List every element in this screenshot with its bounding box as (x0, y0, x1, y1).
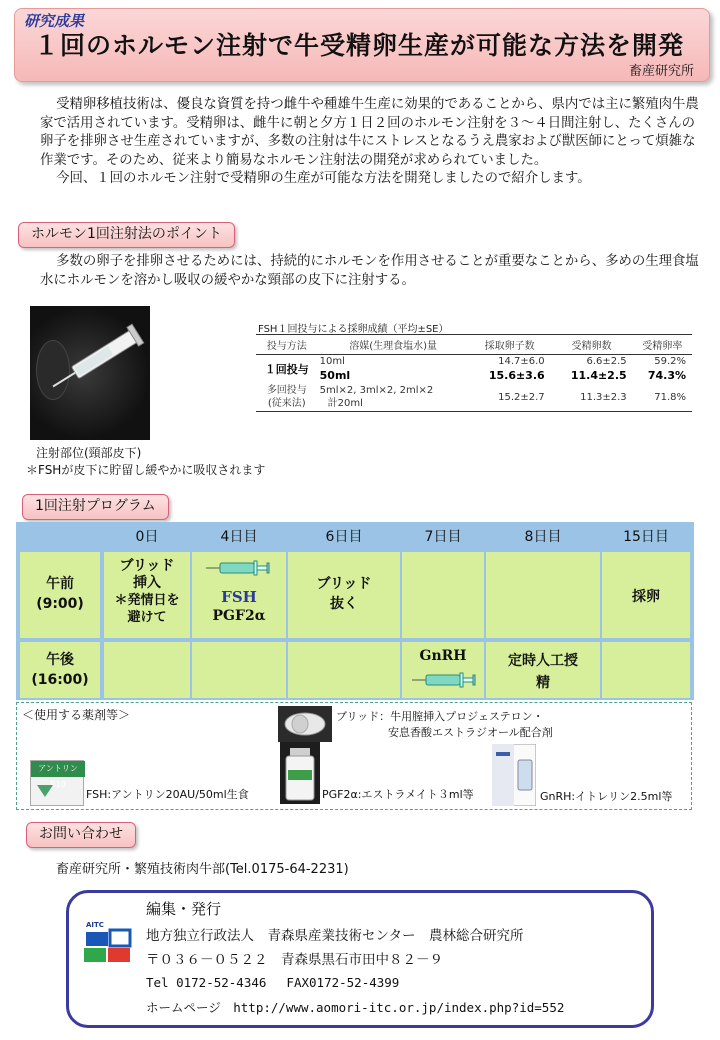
injection-photo (30, 306, 150, 440)
category-label: 研究成果 (24, 12, 85, 30)
drugs-header: ＜使用する薬剤等＞ (22, 708, 131, 722)
am-day4-cell (192, 552, 286, 638)
column-header: 採取卵子数 (469, 335, 551, 355)
group-label-multi (256, 383, 318, 412)
table-cell: 10ml (319, 356, 345, 367)
am-day6-line: ブリッド (316, 576, 372, 592)
syringe-icon (412, 672, 476, 688)
column-header: 投与方法 (256, 335, 318, 355)
day-header: 0日 (135, 529, 159, 545)
gnrh-description: GnRH:イトレリン2.5ml等 (540, 790, 673, 803)
table-cell: 15.2±2.7 (469, 383, 551, 412)
day-header: 4日目 (220, 529, 258, 545)
am-label-cell (20, 552, 100, 638)
am-day0-line: ブリッド (119, 558, 175, 574)
am-day6-cell (288, 552, 400, 638)
group-label-single: １回投与 (264, 363, 309, 376)
table-row (256, 383, 692, 412)
am-day7-cell (402, 552, 484, 638)
fsh-package-mark (37, 785, 53, 799)
page-title: １回のホルモン注射で牛受精卵生産が可能な方法を開発 (34, 31, 685, 60)
am-day6-line: 抜く (330, 596, 358, 612)
day-header: 8日目 (524, 529, 562, 545)
table-cell: 74.3% (647, 369, 686, 382)
am-time: (9:00) (36, 596, 84, 612)
fsh-label: FSH (221, 588, 257, 606)
syringe-icon (206, 560, 270, 576)
day-header: 15日目 (623, 529, 669, 545)
table-header-row (256, 335, 692, 355)
ai-label: 定時人工授 (508, 653, 578, 669)
day-header: 7日目 (424, 529, 462, 545)
table-cell: 59.2% (654, 356, 686, 367)
results-table (256, 334, 692, 412)
table-cell (318, 383, 469, 412)
pm-label-cell (20, 642, 100, 698)
syringe-photo-icon (30, 306, 150, 440)
am-label: 午前 (46, 576, 74, 592)
am-day0-cell (104, 552, 190, 638)
section-tag-contact: お問い合わせ (26, 822, 136, 848)
am-day0-line: 挿入 (133, 575, 161, 591)
point-paragraph: 多数の卵子を排卵させるためには、持続的にホルモンを作用させることが重要なことから、多めの生理食塩水にホルモンを溶かし吸収の緩やかな頸部の皮下に注射する。 (40, 254, 699, 288)
am-day0-note: ＊発情日を (114, 593, 180, 608)
day-header: 6日目 (325, 529, 363, 545)
pm-day6-cell (288, 642, 400, 698)
column-header: 溶媒(生理食塩水)量 (318, 335, 469, 355)
volume-line: 5ml×2, 3ml×2, 2ml×2 (319, 385, 434, 396)
publisher-homepage[interactable]: ホームページ http://www.aomori-itc.or.jp/index.php?id=552 (146, 1000, 565, 1015)
am-day8-cell (486, 552, 600, 638)
prid-description: ブリッド：牛用膣挿入プロジェステロン・ (336, 710, 544, 723)
pgf-vial-icon (280, 742, 320, 804)
pm-day0-cell (104, 642, 190, 698)
fsh-description: FSH:アントリン20AU/50ml生食 (86, 788, 249, 801)
pgf-description: PGF2α:エストラメイト３ml等 (322, 788, 474, 801)
photo-note: ＊FSHが皮下に貯留し緩やかに吸収されます (26, 463, 266, 477)
pm-day4-cell (192, 642, 286, 698)
aitc-logo-icon (78, 918, 136, 970)
intro-text (40, 96, 700, 189)
contact-info: 畜産研究所・繁殖技術肉牛部(Tel.0175-64-2231) (56, 862, 349, 877)
pm-time: (16:00) (31, 672, 89, 688)
fsh-package-image (30, 760, 84, 806)
collection-label: 採卵 (632, 589, 660, 605)
fsh-package-label: アントリン R10 (31, 761, 85, 777)
prid-device-icon (278, 706, 332, 742)
table-cell: 50ml (319, 369, 351, 382)
column-header: 受精卵率 (633, 335, 692, 355)
table-row (256, 355, 692, 369)
logo-text: AITC (86, 921, 104, 929)
photo-caption: 注射部位(頸部皮下) (36, 446, 142, 460)
gnrh-box-icon (492, 744, 536, 806)
point-text (40, 252, 700, 290)
table-cell: 11.3±2.3 (551, 383, 633, 412)
intro-paragraph-1: 受精卵移植技術は、優良な資質を持つ雌牛や種雄牛生産に効果的であることから、県内では主に繁殖肉牛農家で活用されています。受精卵は、雌牛に朝と夕方１日２回のホルモン注射を３～４日間注射し、たくさんの卵子を排卵させ生産されていますが、多数の注射は牛にストレスとなるうえ農家および獣医師にとって煩雑な作業です。そのため、従来より簡易なホルモン注射法の開発が求められていました。 (40, 97, 699, 168)
pm-label: 午後 (46, 652, 74, 668)
table-cell: 15.6±3.6 (488, 369, 545, 382)
am-day15-cell (602, 552, 690, 638)
publisher-org: 地方独立行政法人 青森県産業技術センター 農林総合研究所 (146, 928, 524, 944)
prid-description: 安息香酸エストラジオール配合剤 (388, 726, 553, 739)
pm-day15-cell (602, 642, 690, 698)
publisher-address: 〒０３６－０５２２ 青森県黒石市田中８２－９ (146, 952, 443, 968)
table-cell: 6.6±2.5 (586, 356, 627, 367)
group-label-line: (従来法) (267, 398, 306, 409)
table-cell: 14.7±6.0 (498, 356, 545, 367)
publisher-heading: 編集・発行 (146, 900, 222, 918)
publisher-phone: Tel 0172-52-4346 FAX0172-52-4399 (146, 975, 400, 990)
am-day0-note: 避けて (127, 610, 167, 625)
group-label-line: 多回投与 (266, 385, 307, 396)
gnrh-label: GnRH (419, 648, 467, 664)
section-tag-point: ホルモン1回注射法のポイント (18, 222, 235, 248)
results-table-title: FSH１回投与による採卵成績（平均±SE） (258, 324, 449, 335)
volume-line: 計20ml (327, 398, 363, 409)
ai-label: 精 (536, 675, 550, 691)
column-header: 受精卵数 (551, 335, 633, 355)
pm-day8-cell (486, 642, 600, 698)
intro-paragraph-2: 今回、１回のホルモン注射で受精卵の生産が可能な方法を開発しましたので紹介します。 (56, 171, 591, 186)
section-tag-program: 1回注射プログラム (22, 494, 169, 520)
pm-day7-cell (402, 642, 484, 698)
organization-label: 畜産研究所 (628, 64, 694, 79)
table-cell: 71.8% (633, 383, 692, 412)
table-row (256, 368, 692, 383)
pgf-label: PGF2α (212, 608, 266, 624)
table-cell: 11.4±2.5 (570, 369, 627, 382)
